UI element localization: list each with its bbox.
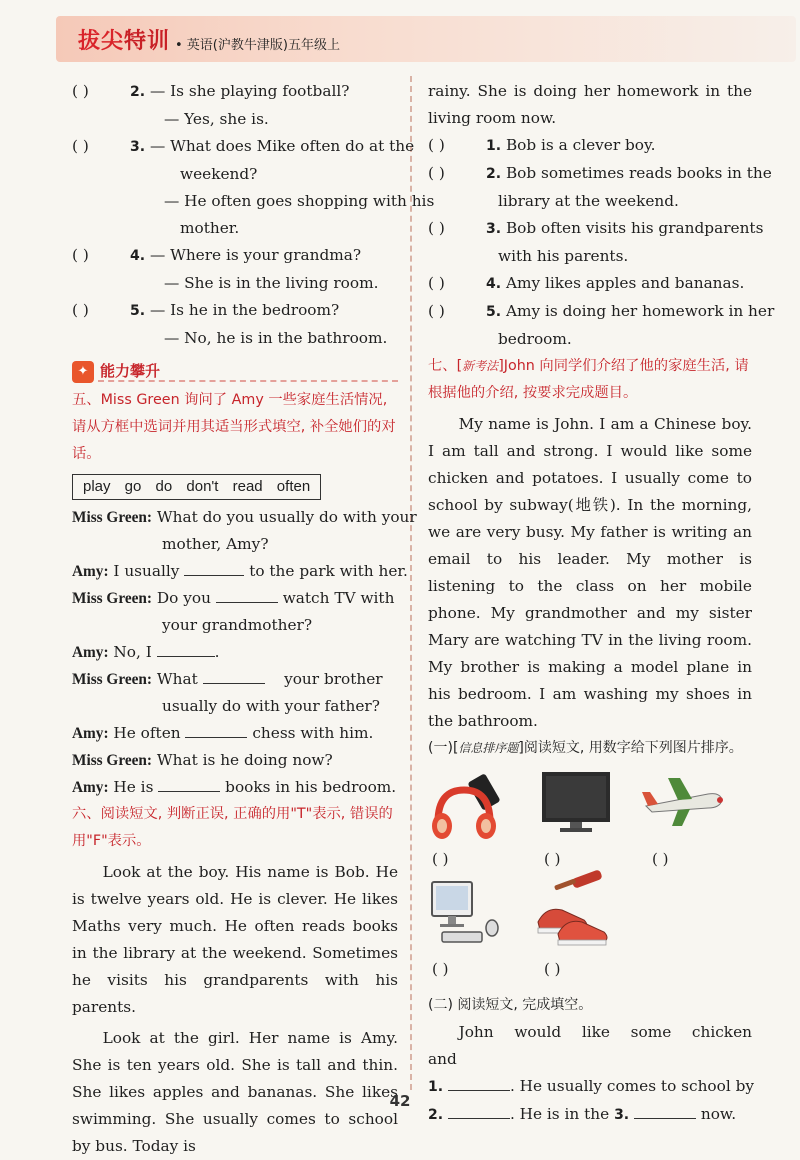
picture-answer-paren[interactable]: ( ) [432,850,449,868]
dialog-line: Miss Green: What is he doing now? [72,751,333,769]
tf-questions: ( ) 1. Bob is a clever boy. ( ) 2. Bob sometimes reads books in the library at the weekend. ( ) 3. Bob often visits his grandparents with his parents. ( ) 4. Amy likes apples and bananas. ( ) 5. Amy is doing her homework in her bedroom. [428,132,752,353]
fill-line: 2. . He is in the 3. now. [428,1105,737,1123]
passage-continuation: rainy. She is doing her homework in the living room now. [428,82,752,127]
dialog-line: Amy: He often chess with him. [72,724,374,742]
tf-question: ( ) 5. Amy is doing her homework in her [428,302,775,320]
page-number: 42 [389,1092,411,1110]
tv-picture [536,768,616,840]
answer-blank[interactable] [203,668,265,684]
picture-answer-paren[interactable]: ( ) [544,850,561,868]
dialog: Miss Green: What do you usually do with your mother, Amy? Amy: I usually to the park with her. Miss Green: Do you watch TV with your grandmother? Amy: No, I . Miss Green: What your brother usually do with your father? Amy: He often chess with him. Miss Green: What is he doing now? Amy: He is books in his bedroom. [72,504,398,801]
section5-heading: 五、Miss Green 询问了 Amy 一些家庭生活情况, 请从方框中选词并用其适当形式填空, 补全她们的对话。 [72,392,396,462]
picture-answer-paren[interactable]: ( ) [652,850,669,868]
picture-answer-paren[interactable]: ( ) [544,960,561,978]
answer-blank[interactable] [158,776,220,792]
dialog-line: Miss Green: What do you usually do with your [72,508,417,526]
john-passage: My name is John. I am a Chinese boy. I am tall and strong. I would like some chicken and potatoes. I usually come to school by subway(地铁). In the morning, we are very busy. My father is writing an email to his leader. My mother is listening to the class on her mobile phone. My grandmother and my sister Mary are watching TV in the living room. My brother is making a model plane in his bedroom. I am washing my shoes in the bathroom. [428,415,752,730]
column-divider [410,76,412,1090]
dialog-line: Amy: He is books in his bedroom. [72,778,397,796]
tf-question: ( ) 4. Amy likes apples and bananas. [428,274,745,292]
answer-blank[interactable] [216,587,278,603]
brand-logo: 拔尖特训 [78,29,171,54]
dialog-line: Amy: I usually to the park with her. [72,562,408,580]
headphones-phone-picture [428,772,508,844]
question-item: ( ) 5. — Is he in the bedroom? — No, he is in the bathroom. [72,301,388,347]
word-box: play go do don't read often [72,474,321,500]
question-item: ( ) 3. — What does Mike often do at the weekend? — He often goes shopping with his mother. [72,137,435,237]
ability-section-bar: ✦ 能力攀升 [72,358,398,385]
dialog-line: Miss Green: Do you watch TV with [72,589,395,607]
series-title: • 英语(沪教牛津版)五年级上 [175,38,340,53]
dialog-line: Amy: No, I . [72,643,220,661]
fill-line: John would like some chicken and [428,1023,752,1068]
question-item: ( ) 2. — Is she playing football? — Yes, she is. [72,82,350,128]
answer-blank[interactable] [157,641,215,657]
computer-picture [428,880,508,950]
section6-heading: 六、阅读短文, 判断正误, 正确的用"T"表示, 错误的用"F"表示。 [72,806,393,849]
part1-heading: (一)[信息排序题]阅读短文, 用数字给下列图片排序。 [428,740,743,756]
answer-blank[interactable] [184,560,244,576]
picture-grid [428,762,752,992]
rocket-icon: ✦ [72,361,94,383]
part2-heading: (二) 阅读短文, 完成填空。 [428,997,593,1013]
dialog-line: Miss Green: What your brother [72,670,383,688]
question-item: ( ) 4. — Where is your grandma? — She is in the living room. [72,246,379,292]
right-column [428,78,775,1129]
model-plane-picture [638,772,728,832]
section7-heading: 七、[新考法]John 向同学们介绍了他的家庭生活, 请根据他的介绍, 按要求完成题目。 [428,358,749,401]
answer-blank[interactable] [185,722,247,738]
passage-paragraph: Look at the girl. Her name is Amy. She is ten years old. She is tall and thin. She likes apples and bananas. She likes swimming. She usually comes to school by bus. Today is [72,1029,398,1155]
tf-question: ( ) 3. Bob often visits his grandparents [428,219,764,237]
shoes-brush-picture [532,870,616,950]
answer-blank[interactable] [448,1075,510,1091]
tf-question: ( ) 2. Bob sometimes reads books in the [428,164,772,182]
picture-answer-paren[interactable]: ( ) [432,960,449,978]
page-header [0,0,800,66]
fill-line: 1. . He usually comes to school by [428,1077,755,1095]
tf-question: ( ) 1. Bob is a clever boy. [428,136,656,154]
passage-paragraph: Look at the boy. His name is Bob. He is twelve years old. He is clever. He likes Maths very much. He often reads books in the library at the weekend. Sometimes he visits his grandparents with his parents. [72,863,398,1016]
